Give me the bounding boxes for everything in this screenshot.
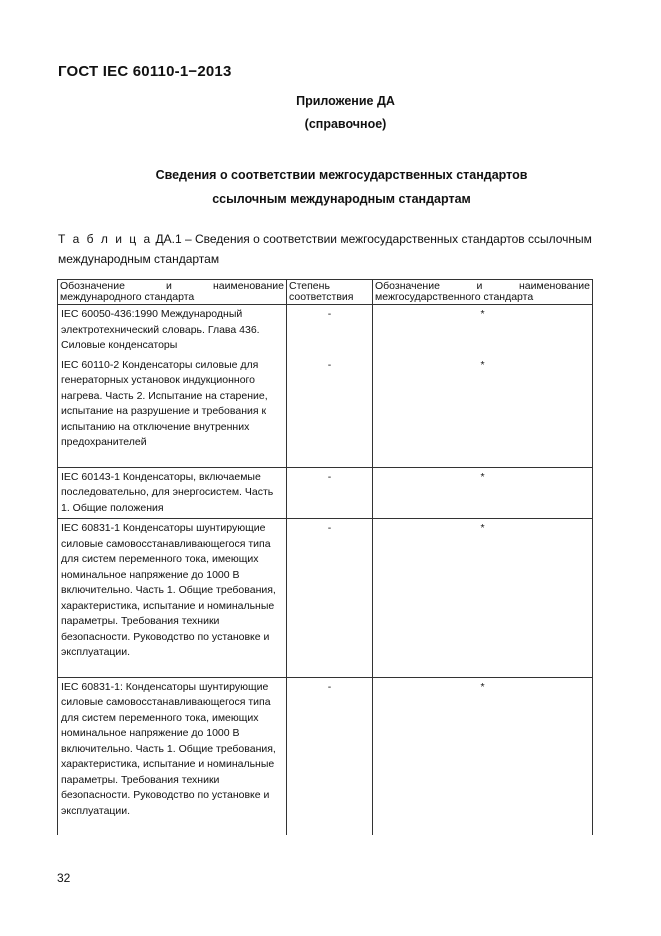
col1-head-word2: и (166, 280, 172, 292)
row-degree: - (287, 519, 373, 678)
row-interstate-standard: * (373, 356, 593, 468)
section-heading-line1: Сведения о соответствии межгосударственных стандартов (155, 168, 528, 182)
col3-head-line2: межгосударственного стандарта (375, 291, 534, 303)
table-caption-prefix: Т а б л и ц а (58, 232, 153, 246)
row-intl-standard: IEC 60143-1 Конденсаторы, включаемые последовательно, для энергосистем. Часть 1. Общие положения (58, 467, 287, 519)
table-row (58, 467, 593, 519)
annex-title: Приложение ДА (296, 94, 395, 108)
row-interstate-standard: * (373, 519, 593, 678)
row-intl-standard: IEC 60050-436:1990 Международный электротехнический словарь. Глава 436. Силовые конденсаторы (58, 305, 287, 356)
table-caption (58, 229, 598, 269)
col1-head-line2: международного стандарта (60, 291, 195, 303)
row-intl-standard (58, 519, 287, 678)
correspondence-table (57, 279, 593, 835)
row-degree: - (287, 677, 373, 835)
column-header-degree (287, 280, 373, 305)
document-code: ГОСТ IEC 60110-1−2013 (58, 63, 232, 80)
table-row (58, 677, 593, 835)
table-row (58, 519, 593, 678)
page-number: 32 (57, 871, 71, 885)
row-degree: - (287, 305, 373, 356)
column-header-international (58, 280, 287, 305)
row-interstate-standard: * (373, 305, 593, 356)
col2-head-line1: Степень (289, 280, 330, 292)
row-intl-standard (58, 677, 287, 835)
row-intl-text: IEC 60110-2 Конденсаторы силовые для генераторных установок индукционного нагрева. Часть 2. Испытание на старение, испытание на разрушение и требования к испытанию на отключение внутренних предохранителей (61, 358, 268, 448)
col2-head-line2: соответствия (289, 291, 354, 303)
col1-head-word1: Обозначение (60, 280, 125, 292)
row-degree: - (287, 467, 373, 519)
row-degree: - (287, 356, 373, 468)
row-intl-standard (58, 356, 287, 468)
column-header-interstate (373, 280, 593, 305)
table-caption-text: ДА.1 – Сведения о соответствии межгосударственных стандартов ссылочным международным стандартам (58, 232, 592, 266)
col3-head-word3: наименование (518, 280, 590, 292)
annex-subtitle: (справочное) (304, 117, 387, 131)
row-intl-text: IEC 60831-1 Конденсаторы шунтирующие силовые самовосстанавливающегося типа для систем переменного тока, имеющих номинальное напряжение до 1000 В включительно. Часть 1. Общие требования, характеристика, испытание и номинальные параметры. Требования техники безопасности. Руководство по установке и эксплуатации. (61, 522, 276, 658)
section-heading-line2: ссылочным международным стандартам (212, 192, 471, 206)
table-row (58, 356, 593, 468)
row-intl-text: IEC 60831-1: Конденсаторы шунтирующие силовые самовосстанавливающегося типа для систем переменного тока, имеющих номинальное напряжение до 1000 В включительно. Часть 1. Общие требования, характеристика, испытание и номинальные параметры. Требования техники безопасности. Руководство по установке и эксплуатации. (61, 680, 276, 817)
table-row (58, 305, 593, 356)
col1-head-word3: наименование (212, 280, 284, 292)
col3-head-word2: и (476, 280, 483, 292)
section-heading (0, 163, 661, 211)
row-interstate-standard: * (373, 467, 593, 519)
row-interstate-standard: * (373, 677, 593, 835)
table-header-row (58, 280, 593, 305)
col3-head-word1: Обозначение (375, 280, 440, 292)
